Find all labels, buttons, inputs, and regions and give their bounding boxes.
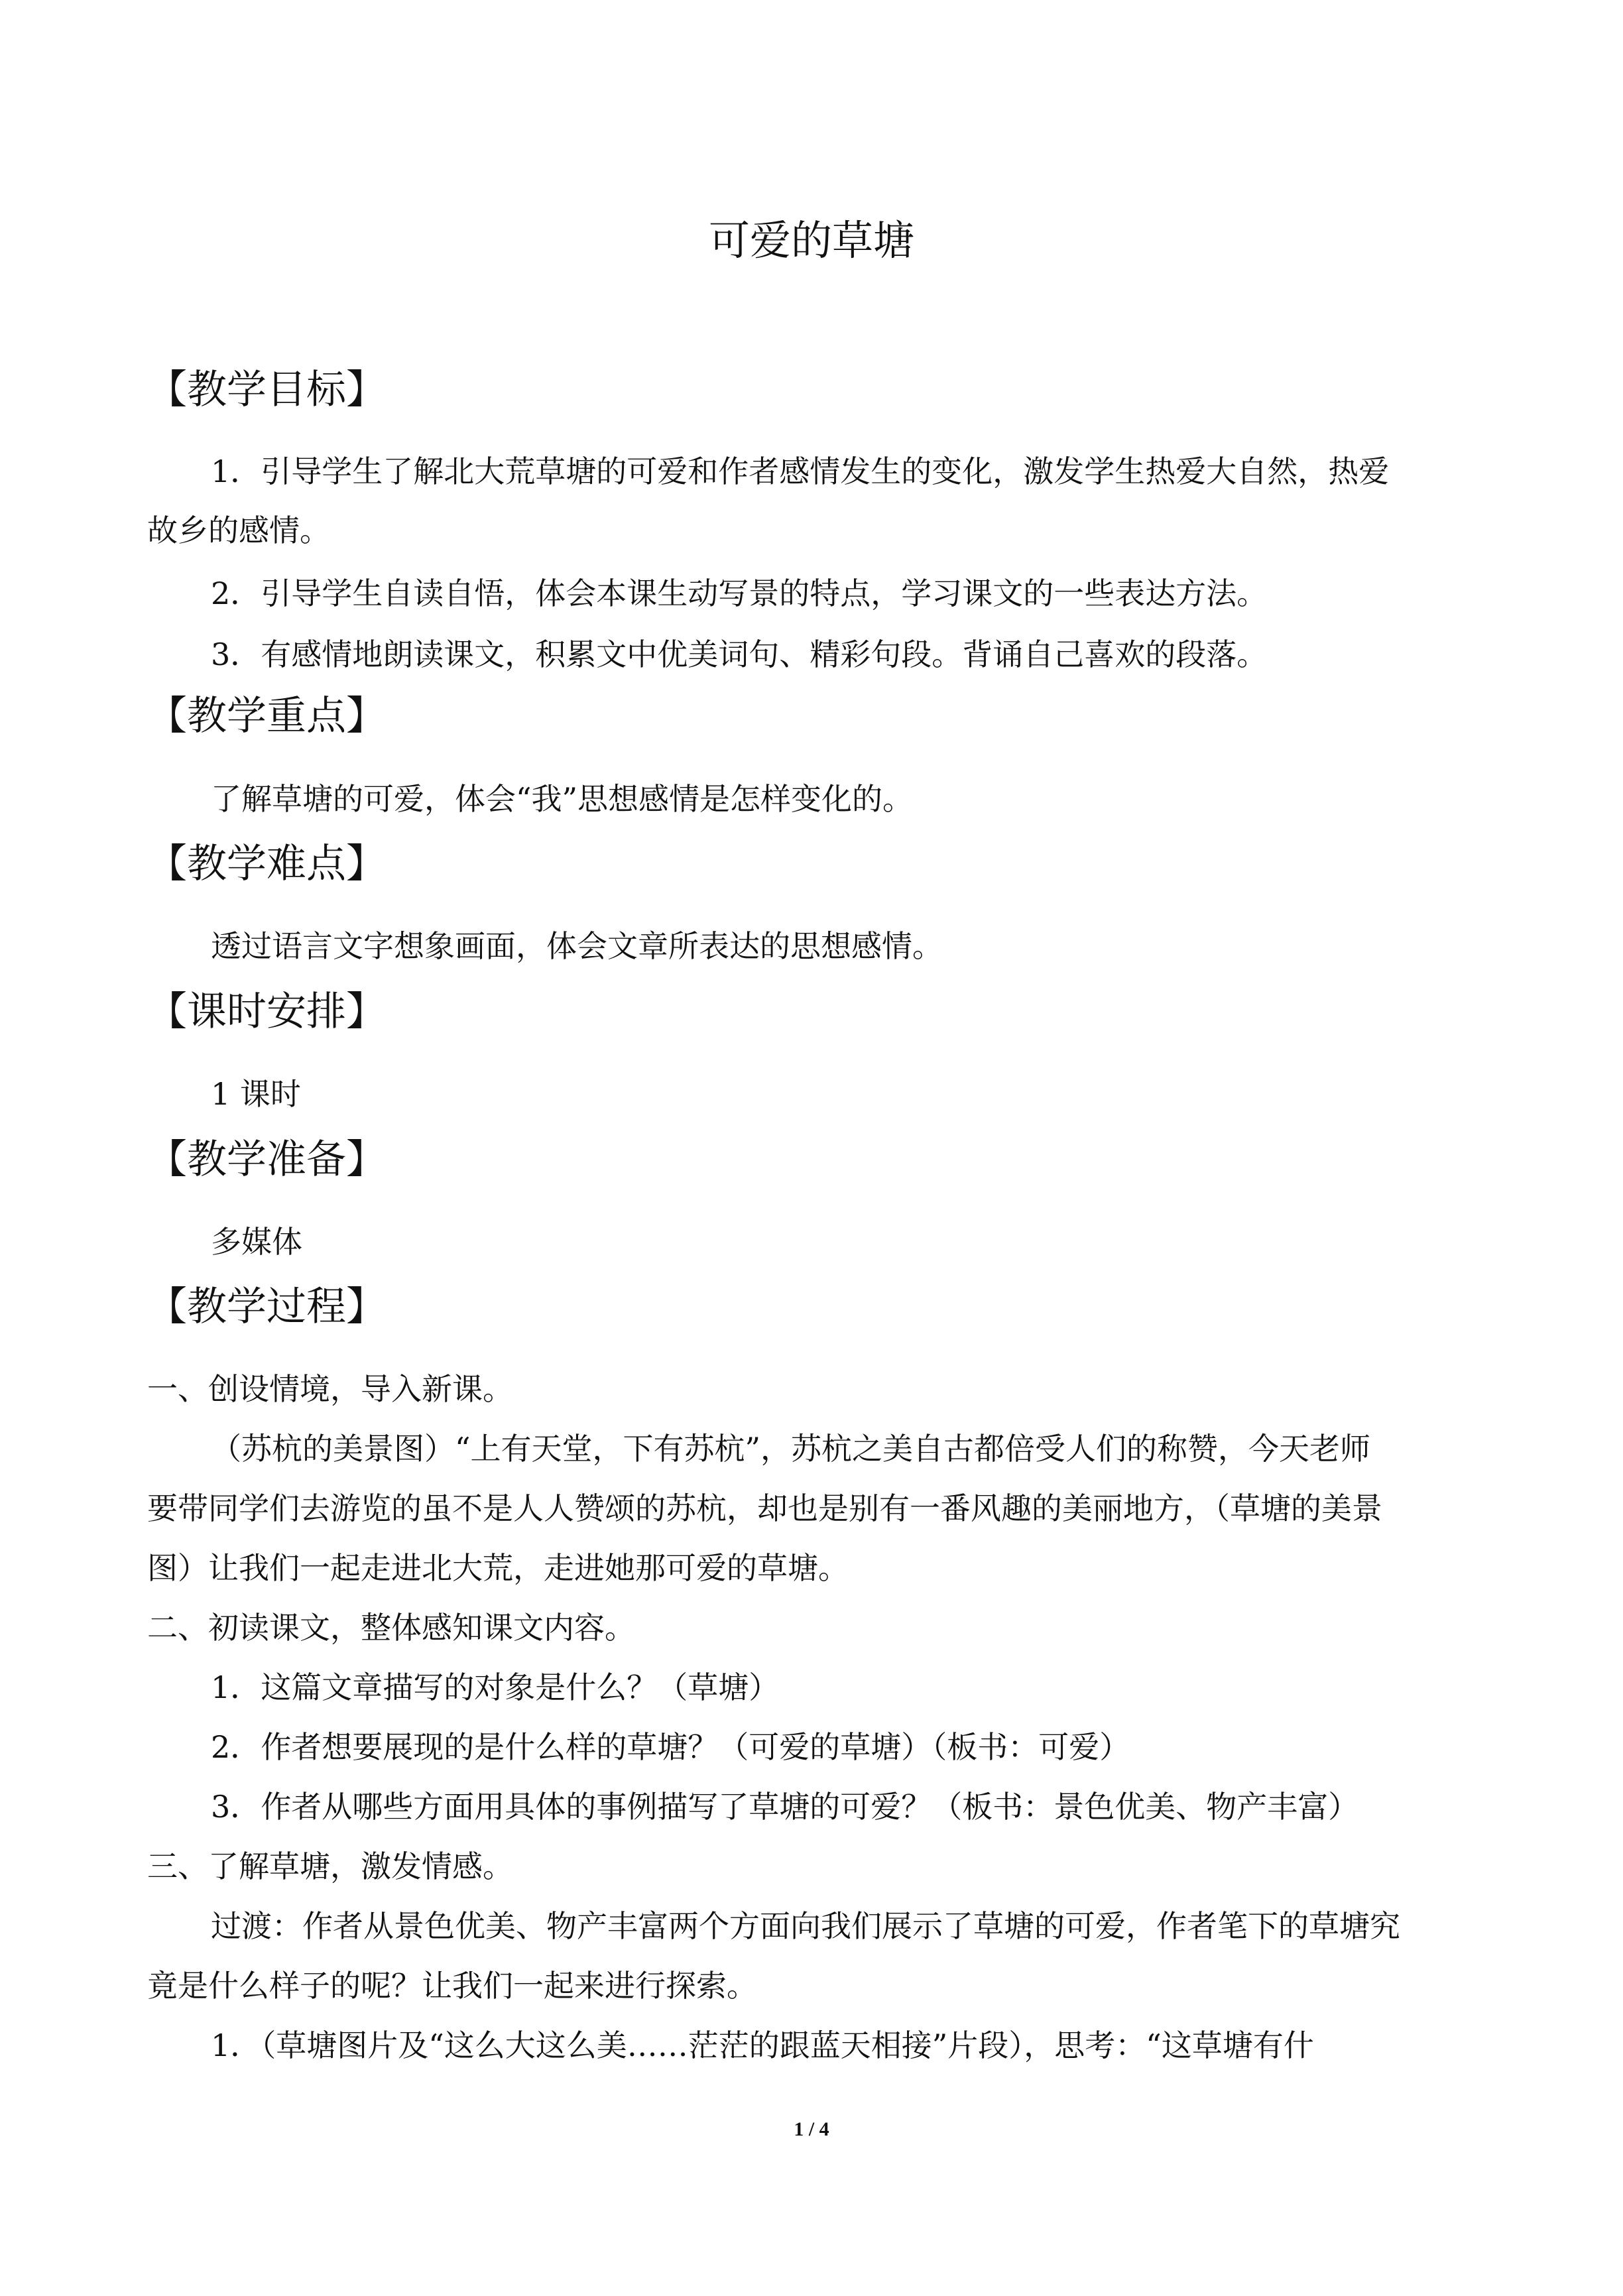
preparation-text: 多媒体	[211, 1224, 302, 1260]
heading-schedule: 【课时安排】	[147, 989, 386, 1035]
heading-process: 【教学过程】	[147, 1284, 386, 1330]
process-paragraph-line: （苏杭的美景图）“上有天堂，下有苏杭”，苏杭之美自古都倍受人们的称赞，今天老师	[211, 1431, 1371, 1467]
process-question: 3．作者从哪些方面用具体的事例描写了草塘的可爱？（板书：景色优美、物产丰富）	[211, 1789, 1359, 1825]
process-paragraph-line: 1．（草塘图片及“这么大这么美……茫茫的跟蓝天相接”片段），思考：“这草塘有什	[211, 2027, 1314, 2063]
key-points-text: 了解草塘的可爱，体会“我”思想感情是怎样变化的。	[211, 781, 914, 817]
process-step-3: 三、了解草塘，激发情感。	[147, 1848, 513, 1884]
schedule-text: 1 课时	[211, 1076, 301, 1112]
process-paragraph-line: 图）让我们一起走进北大荒，走进她那可爱的草塘。	[147, 1550, 849, 1586]
process-paragraph-line: 竟是什么样子的呢？让我们一起来进行探索。	[147, 1968, 757, 2004]
process-paragraph-line: 要带同学们去游览的虽不是人人赞颂的苏杭，却也是别有一番风趣的美丽地方，（草塘的美景	[147, 1490, 1382, 1526]
heading-key-points: 【教学重点】	[147, 693, 386, 739]
difficulties-text: 透过语言文字想象画面，体会文章所表达的思想感情。	[211, 928, 943, 964]
process-paragraph-line: 过渡：作者从景色优美、物产丰富两个方面向我们展示了草塘的可爱，作者笔下的草塘究	[211, 1908, 1400, 1944]
heading-preparation: 【教学准备】	[147, 1136, 386, 1183]
page-number: 1 / 4	[794, 2118, 829, 2140]
process-step-1: 一、创设情境，导入新课。	[147, 1371, 513, 1407]
goal-item-1: 1．引导学生了解北大荒草塘的可爱和作者感情发生的变化，激发学生热爱大自然，热爱	[211, 453, 1390, 489]
heading-teaching-goals: 【教学目标】	[147, 367, 386, 413]
goal-item-1-cont: 故乡的感情。	[147, 513, 330, 548]
document-title: 可爱的草塘	[708, 216, 914, 265]
goal-item-3: 3．有感情地朗读课文，积累文中优美词句、精彩句段。背诵自己喜欢的段落。	[211, 636, 1268, 672]
process-step-2: 二、初读课文，整体感知课文内容。	[147, 1610, 635, 1646]
heading-difficulties: 【教学难点】	[147, 841, 386, 887]
goal-item-2: 2．引导学生自读自悟，体会本课生动写景的特点，学习课文的一些表达方法。	[211, 575, 1268, 611]
process-question: 2．作者想要展现的是什么样的草塘？（可爱的草塘）（板书：可爱）	[211, 1729, 1130, 1765]
process-question: 1．这篇文章描写的对象是什么？（草塘）	[211, 1669, 780, 1705]
